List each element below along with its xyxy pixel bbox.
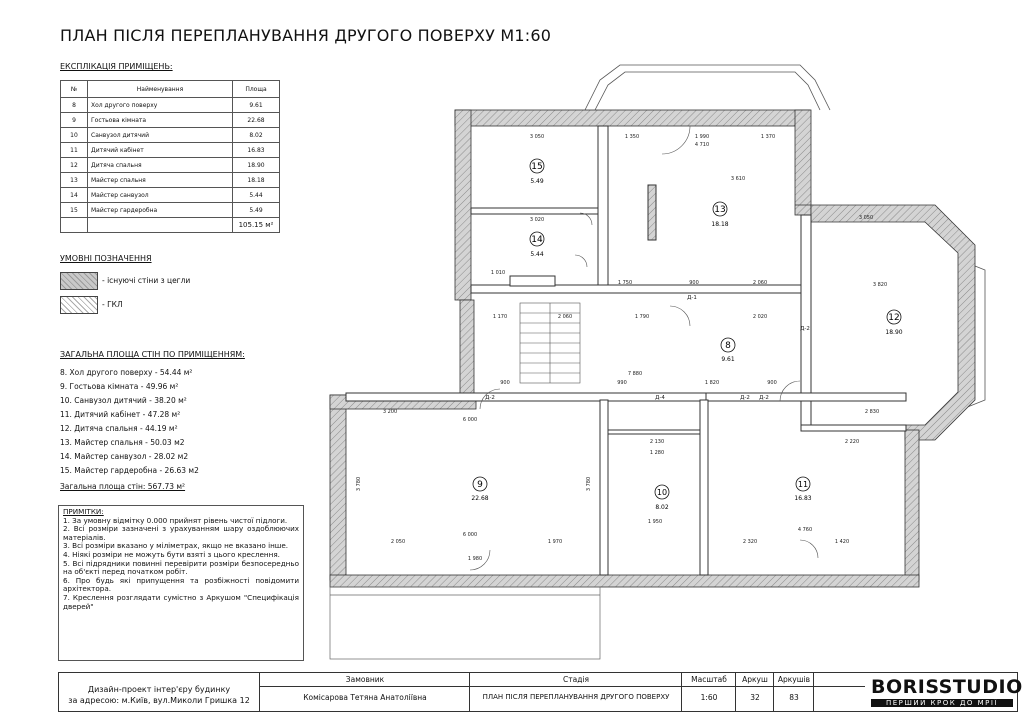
gkl-swatch (60, 296, 98, 314)
dim-label: 6 000 (462, 417, 478, 423)
dim-label: 2 830 (864, 409, 880, 415)
room-area: 8.02 (655, 504, 669, 511)
dim-label: 2 050 (390, 539, 406, 545)
room-area: 22.68 (471, 495, 489, 502)
title-block (58, 672, 1023, 712)
dim-label: 2 060 (557, 314, 573, 320)
table-row (61, 188, 280, 203)
dim-label: 1 950 (647, 519, 663, 525)
dim-label: 1 970 (547, 539, 563, 545)
explication-table (60, 80, 280, 233)
dim-label: 3 820 (872, 282, 888, 288)
table-row (61, 143, 280, 158)
dim-label: 2 320 (742, 539, 758, 545)
cell-area: 9.61 (233, 98, 280, 113)
dim-label: 1 010 (490, 270, 506, 276)
dim-label: 1 370 (760, 134, 776, 140)
note-item: 2. Всі розміри зазначені з урахуванням шару оздоблюючих матеріалів. (63, 524, 299, 542)
room-area: 5.49 (530, 178, 544, 185)
dim-label: 990 (617, 380, 627, 386)
door-tag: Д-2 (740, 395, 750, 401)
dim-label: 1 750 (617, 280, 633, 286)
dim-label: 3 050 (858, 215, 874, 221)
explication-heading: ЕКСПЛІКАЦІЯ ПРИМІЩЕНЬ: (60, 62, 173, 71)
room-9 (471, 477, 488, 502)
dim-label: 1 170 (492, 314, 508, 320)
floor-plan (300, 55, 1015, 667)
room-area: 18.90 (885, 329, 903, 336)
room-13 (711, 202, 728, 228)
table-total-row (61, 218, 280, 233)
sheets-cell (773, 673, 814, 711)
cell-area: 18.18 (233, 173, 280, 188)
dim-label: 1 790 (634, 314, 650, 320)
cell-num: 9 (61, 113, 88, 128)
door-tag: Д-2 (485, 395, 495, 401)
cell-num: 13 (61, 173, 88, 188)
room-number: 11 (797, 480, 809, 489)
cell-num: 11 (61, 143, 88, 158)
cell-area: 16.83 (233, 143, 280, 158)
room-area: 9.61 (721, 356, 735, 363)
notes-heading: ПРИМІТКИ: (63, 507, 104, 516)
dim-label: 2 220 (844, 439, 860, 445)
room-10 (655, 485, 669, 511)
legend-brick-label: - існуючі стіни з цегли (102, 276, 191, 285)
cell-name: Гостьова кімната (88, 113, 233, 128)
dim-label: 1 350 (624, 134, 640, 140)
dim-label: 3 610 (730, 176, 746, 182)
logo-text: BORISSTUDIO (871, 676, 1023, 698)
cell-area: 5.49 (233, 203, 280, 218)
door-tag: Д-2 (800, 326, 810, 332)
room-number: 15 (531, 162, 543, 172)
brick-wall-swatch (60, 272, 98, 290)
note-item: 3. Всі розміри вказано у міліметрах, якщо не вказано інше. (63, 541, 289, 551)
sheet-label: Аркуш (742, 675, 768, 684)
door-tags (485, 295, 810, 401)
col-header: № (61, 81, 88, 98)
dim-label: 2 020 (752, 314, 768, 320)
dim-label: 2 060 (752, 280, 768, 286)
room-number: 13 (714, 205, 726, 215)
client-name: Комісарова Тетяна Анатоліївна (303, 693, 427, 702)
dim-label: 4 710 (694, 142, 710, 148)
col-header: Площа (233, 81, 280, 98)
sheet-cell (735, 673, 774, 711)
cell-area: 8.02 (233, 128, 280, 143)
stage-value: ПЛАН ПІСЛЯ ПЕРЕПЛАНУВАННЯ ДРУГОГО ПОВЕРХУ (482, 693, 670, 701)
table-row (61, 173, 280, 188)
room-number: 8 (725, 341, 731, 351)
cell-name: Дитяча спальня (88, 158, 233, 173)
wall-area-item: 15. Майстер гардеробна - 26.63 м2 (60, 466, 199, 475)
wall-area-item: 14. Майстер санвузол - 28.02 м2 (60, 452, 189, 461)
table-header-row (61, 81, 280, 98)
wall-area-item: 12. Дитяча спальня - 44.19 м² (60, 424, 178, 433)
dim-label: 900 (767, 380, 777, 386)
wall-area-item: 9. Гостьова кімната - 49.96 м² (60, 382, 179, 391)
cell-num: 10 (61, 128, 88, 143)
dim-label: 3 780 (586, 476, 592, 492)
wall-area-item: 8. Хол другого поверху - 54.44 м² (60, 368, 193, 377)
cell-num: 15 (61, 203, 88, 218)
room-12 (885, 310, 902, 336)
logo-slogan: ПЕРШИЙ КРОК ДО МРІЇ (871, 699, 1013, 707)
project-info (59, 684, 259, 706)
note-item: 5. Всі підрядники повинні перевірити розміри безпосередньо на об'єкті перед початком робіт. (63, 558, 299, 577)
legend-heading: УМОВНІ ПОЗНАЧЕННЯ (60, 254, 152, 263)
cell-num: 14 (61, 188, 88, 203)
cell-name: Хол другого поверху (88, 98, 233, 113)
door-tag: Д-4 (655, 395, 665, 401)
cell-name: Дитячий кабінет (88, 143, 233, 158)
room-number: 14 (531, 235, 543, 245)
room-number: 12 (888, 313, 900, 323)
room-area: 5.44 (530, 251, 544, 258)
total-area: 105.15 м² (233, 218, 280, 233)
dim-label: 3 780 (356, 476, 362, 492)
wall-area-item: 11. Дитячий кабінет - 47.28 м² (60, 410, 181, 419)
wall-area-item: 10. Санвузол дитячий - 38.20 м² (60, 396, 187, 405)
door-tag: Д-2 (759, 395, 769, 401)
table-row (61, 98, 280, 113)
exterior-walls (330, 110, 975, 587)
dim-label: 2 130 (649, 439, 665, 445)
walls-heading: ЗАГАЛЬНА ПЛОЩА СТІН ПО ПРИМІЩЕННЯМ: (60, 350, 245, 359)
room-area: 18.18 (711, 221, 729, 228)
cell-area: 5.44 (233, 188, 280, 203)
scale-label: Масштаб (691, 675, 727, 684)
cell-num: 12 (61, 158, 88, 173)
wall-area-item: 13. Майстер спальня - 50.03 м2 (60, 438, 185, 447)
dim-label: 900 (689, 280, 699, 286)
dim-label: 1 990 (694, 134, 710, 140)
balcony (330, 587, 600, 659)
cell-name: Майстер гардеробна (88, 203, 233, 218)
note-item: 4. Ніякі розміри не можуть бути взяті з цього креслення. (63, 549, 280, 559)
dim-label: 3 200 (382, 409, 398, 415)
room-number: 10 (656, 488, 668, 497)
door-tag: Д-1 (687, 295, 697, 301)
dim-label: 1 820 (704, 380, 720, 386)
room-8 (721, 338, 735, 363)
scale-cell (681, 673, 736, 711)
room-14 (530, 232, 544, 258)
cell-name: Майстер санвузол (88, 188, 233, 203)
interior-walls (346, 126, 906, 575)
scale-value: 1:60 (700, 693, 718, 702)
dim-label: 900 (500, 380, 510, 386)
cell-num: 8 (61, 98, 88, 113)
sheet-value: 32 (750, 693, 760, 702)
client-label: Замовник (345, 675, 385, 684)
bay-window-top (585, 65, 830, 110)
dim-label: 7 880 (627, 371, 643, 377)
cell-area: 22.68 (233, 113, 280, 128)
dim-label: 1 980 (467, 556, 483, 562)
cell-name: Майстер спальня (88, 173, 233, 188)
table-row (61, 113, 280, 128)
legend-gkl-label: - ГКЛ (102, 300, 123, 309)
stage-cell (469, 673, 682, 711)
table-row (61, 128, 280, 143)
room-11 (794, 477, 811, 502)
project-address: за адресою: м.Київ, вул.Миколи Гришка 12 (68, 696, 250, 705)
note-item: 6. Про будь які припущення та розбіжності повідомити архітектора. (63, 575, 299, 594)
stage-label: Стадія (563, 675, 589, 684)
table-row (61, 158, 280, 173)
sheets-value: 83 (789, 693, 799, 702)
dim-label: 4 760 (797, 527, 813, 533)
client-cell (259, 673, 470, 711)
sheets-label: Аркушів (777, 675, 811, 684)
studio-logo (871, 676, 1023, 708)
room-area: 16.83 (794, 495, 812, 502)
note-item: 7. Креслення розглядати сумістно з Аркушом "Специфікація дверей" (63, 592, 299, 611)
project-name: Дизайн-проект інтер'єру будинку (87, 685, 231, 694)
col-header: Найменування (88, 81, 233, 98)
dim-label: 6 000 (462, 532, 478, 538)
room-15 (530, 159, 544, 185)
dim-label: 1 420 (834, 539, 850, 545)
room-number: 9 (477, 480, 483, 490)
note-item: 1. За умовну відмітку 0.000 прийнят рівень чистої підлоги. (63, 515, 288, 525)
table-row (61, 203, 280, 218)
page-title: ПЛАН ПІСЛЯ ПЕРЕПЛАНУВАННЯ ДРУГОГО ПОВЕРХУ М1:60 (60, 26, 552, 45)
walls-total: Загальна площа стін: 567.73 м² (60, 482, 186, 491)
cell-area: 18.90 (233, 158, 280, 173)
dim-label: 3 050 (529, 134, 545, 140)
door-swings (467, 126, 818, 570)
dim-label: 1 280 (649, 450, 665, 456)
dim-label: 3 020 (529, 217, 545, 223)
notes-box (58, 505, 304, 661)
cell-name: Санвузол дитячий (88, 128, 233, 143)
